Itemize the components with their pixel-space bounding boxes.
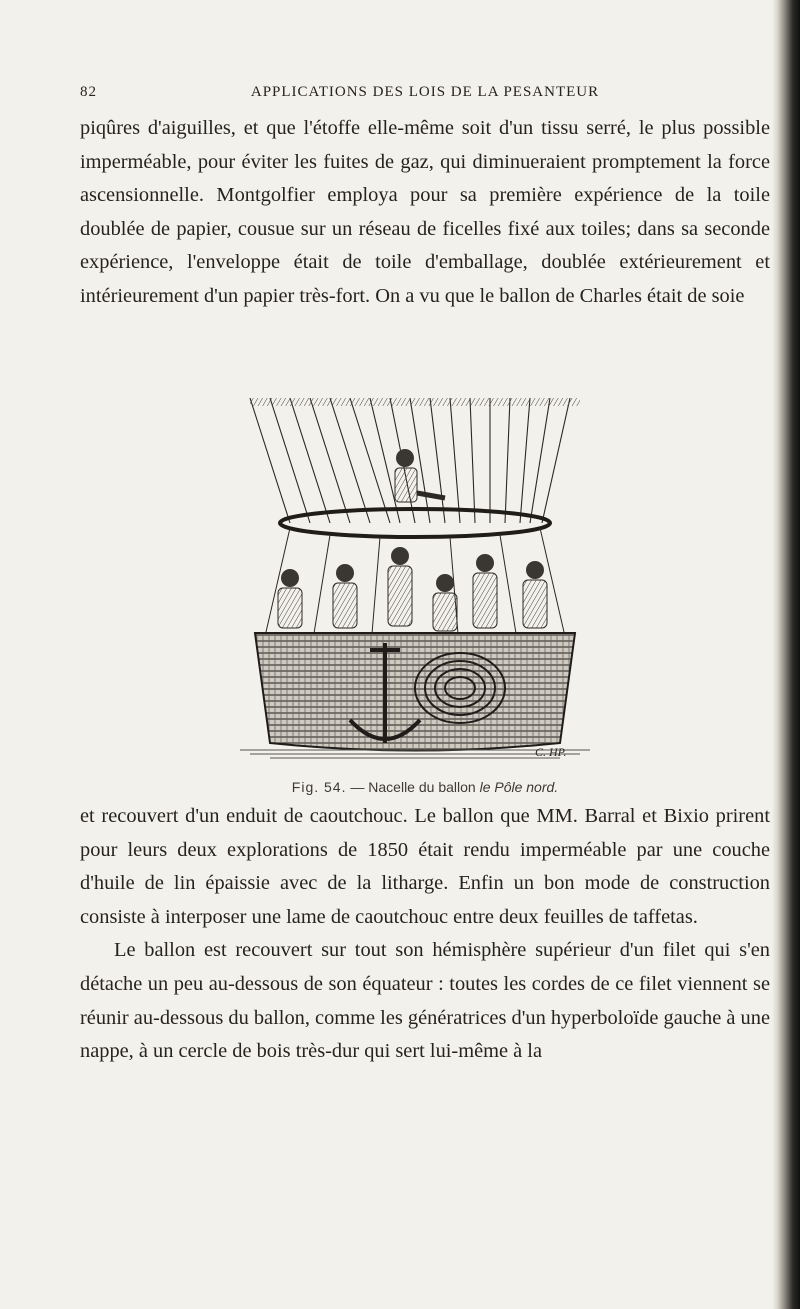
figure-caption bbox=[80, 779, 770, 795]
body-text-top bbox=[80, 112, 770, 314]
body-text-bottom bbox=[80, 800, 770, 1069]
engraver-signature: C. HP. bbox=[535, 745, 567, 759]
paragraph-bottom-1: et recouvert d'un enduit de caoutchouc. Le ballon que MM. Barral et Bixio prirent pour leurs deux explorations de 1850 était rendu imperméable par une couche d'huile de lin épaissie avec de la litharge. Enfin un bon mode de construction consiste à interposer une lame de caoutchouc entre deux feuilles de taffetas. bbox=[80, 805, 770, 928]
page-binding-edge bbox=[772, 0, 800, 1309]
caption-italic-name: le Pôle nord. bbox=[479, 779, 559, 795]
paragraph-top: piqûres d'aiguilles, et que l'étoffe elle-même soit d'un tissu serré, le plus possible imperméable, pour éviter les fuites de gaz, qui diminueraient promptement la force ascensionnelle. Montgolfier employa pour sa première expérience de la toile doublée de papier, cousue sur un réseau de ficelles fixé aux toiles; dans sa seconde expérience, l'enveloppe était de toile d'emballage, doublée extérieurement et intérieurement d'un papier très-fort. On a vu que le ballon de Charles était de soie bbox=[80, 117, 770, 307]
caption-text: Nacelle du ballon bbox=[368, 779, 476, 795]
basket-passengers bbox=[278, 547, 547, 631]
caption-label: Fig. 54. bbox=[291, 779, 347, 795]
page-header bbox=[80, 84, 770, 108]
running-head: APPLICATIONS DES LOIS DE LA PESANTEUR bbox=[250, 84, 600, 100]
paragraph-bottom-2: Le ballon est recouvert sur tout son hémisphère supérieur d'un filet qui s'en détache un peu au-dessous de son équateur : toutes les cordes de ce filet viennent se réunir au-dessous du ballon, comme les génératrices d'un hyperboloïde gauche à une nappe, à un cercle de bois très-dur qui sert lui-même à la bbox=[80, 939, 770, 1063]
balloon-lower-edge bbox=[250, 398, 580, 406]
page-number: 82 bbox=[80, 84, 97, 100]
balloon-basket-engraving bbox=[230, 398, 600, 768]
caption-dash: — bbox=[350, 779, 365, 795]
